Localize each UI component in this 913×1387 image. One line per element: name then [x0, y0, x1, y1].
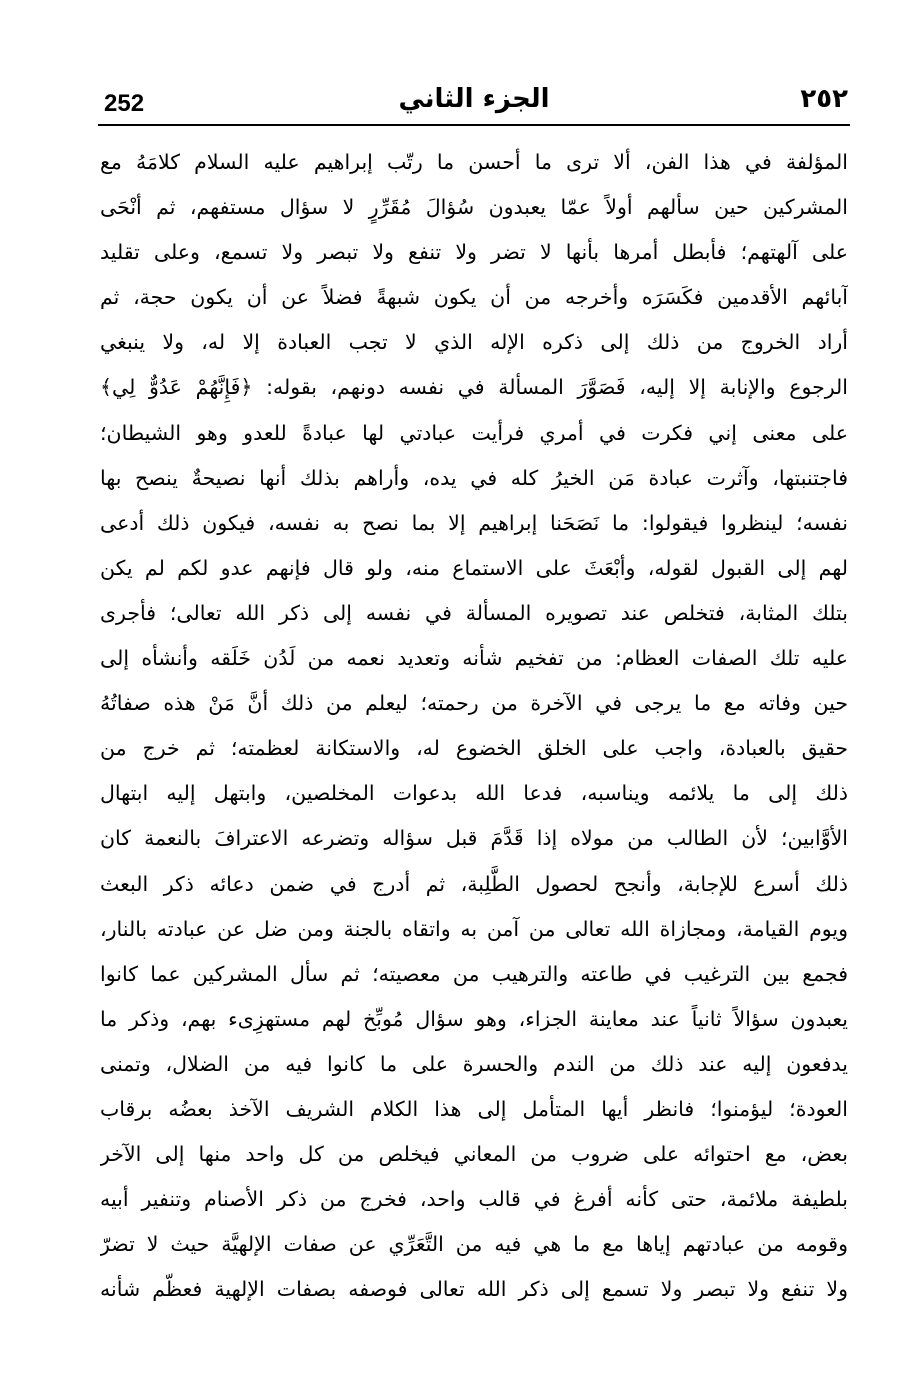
text-line: على معنى إني فكرت في أمري فرأيت عبادتي لها عبادةً للعدو وهو الشيطان؛: [100, 420, 848, 445]
text-line: نفسه؛ لينظروا فيقولوا: ما نَصَحَنا إبراهيم إلا بما نصح به نفسه، فيكون ذلك أدعى: [100, 510, 848, 535]
page-header: [96, 84, 852, 124]
page-number-arabic: ٢٥٢: [800, 84, 848, 114]
text-line: لهم إلى القبول لقوله، وأبْعَثَ على الاستماع منه، ولو قال فإنهم عدو لكم لم يكن: [100, 555, 848, 580]
text-line: بلطيفة ملائمة، حتى كأنه أفرغ في قالب واحد، فخرج من ذكر الأصنام وتنفير أبيه: [100, 1187, 848, 1212]
text-line: يعبدون سؤالاً ثانياً عند معاينة الجزاء، وهو سؤال مُوبِّخ لهم مستهزِىء بهم، وذكر ما: [100, 1006, 848, 1031]
text-line: العودة؛ ليؤمنوا؛ فانظر أيها المتأمل إلى هذا الكلام الشريف الآخذ بعضُه برقاب: [100, 1096, 848, 1121]
text-line: حقيق بالعبادة، واجب على الخلق الخضوع له، والاستكانة لعظمته؛ ثم خرج من: [100, 736, 848, 761]
body-text: [100, 140, 848, 1312]
text-line: المشركين حين سألهم أولاً عمّا يعبدون سُؤالَ مُقَرِّرٍ لا سؤال مستفهم، ثم أنْحَى: [100, 195, 848, 220]
text-line: فاجتنبتها، وآثرت عبادة مَن الخيرُ كله في يده، وأراهم بذلك أنها نصيحةٌ ينصح بها: [100, 465, 848, 490]
text-line: ذلك إلى ما يلائمه ويناسبه، فدعا الله بدعوات المخلصين، وابتهل إليه ابتهال: [100, 781, 848, 806]
running-title: الجزء الثاني: [398, 84, 550, 114]
text-line: بعض، مع احتوائه على ضروب من المعاني فيخلص من كل واحد منها إلى الآخر: [100, 1142, 848, 1167]
text-line: على آلهتهم؛ فأبطل أمرها بأنها لا تضر ولا تنفع ولا تبصر ولا تسمع، وعلى تقليد: [100, 240, 848, 265]
text-line: الأوَّابين؛ لأن الطالب من مولاه إذا قَدَّمَ قبل سؤاله وتضرعه الاعترافَ بالنعمة كان: [100, 826, 848, 851]
text-line: ويوم القيامة، ومجازاة الله تعالى من آمن به واتقاه بالجنة ومن ضل عن عبادته بالنار،: [100, 916, 848, 941]
page-number-latin: 252: [104, 90, 145, 117]
text-line: بتلك المثابة، فتخلص عند تصويره المسألة في نفسه إلى ذكر الله تعالى؛ فأجرى: [100, 600, 848, 625]
text-line: المؤلفة في هذا الفن، ألا ترى ما أحسن ما رتّب إبراهيم عليه السلام كلامَهُ مع: [100, 150, 848, 174]
text-line: يدفعون إليه عند ذلك من الندم والحسرة على ما كانوا فيه من الضلال، وتمنى: [100, 1051, 848, 1076]
text-line: وقومه من عبادتهم إياها مع ما هي فيه من التَّعَرِّي عن صفات الإلهيَّة حيث لا تضرّ: [100, 1232, 848, 1257]
text-line: ذلك أسرع للإجابة، وأنجح لحصول الطَّلِبة، ثم أدرج في ضمن دعائه ذكر البعث: [100, 871, 848, 896]
text-line: آبائهم الأقدمين فكَسَرَه وأخرجه من أن يكون شبهةً فضلاً عن أن يكون حجة، ثم: [100, 285, 848, 310]
text-line: حين وفاته مع ما يرجى في الآخرة من رحمته؛ ليعلم من ذلك أنَّ مَنْ هذه صفاتُهُ: [100, 691, 848, 716]
text-line: فجمع بين الترغيب في طاعته والترهيب من معصيته؛ ثم سأل المشركين عما كانوا: [100, 961, 848, 986]
text-line: ولا تنفع ولا تبصر ولا تسمع إلى ذكر الله تعالى فوصفه بصفات الإلهية فعظّم شأنه: [100, 1277, 848, 1302]
text-line: الرجوع والإنابة إلا إليه، فَصَوَّرَ المسألة في نفسه دونهم، بقوله: ﴿فَإِنَّهُمْ عَدُوٌّ لِي﴾: [100, 375, 848, 400]
header-rule: [98, 124, 850, 126]
text-line: أراد الخروج من ذلك إلى ذكره الإله الذي لا تجب العبادة إلا له، ولا ينبغي: [100, 330, 848, 355]
text-line: عليه تلك الصفات العظام: من تفخيم شأنه وتعديد نعمه من لَدُن خَلَقه وأنشأه إلى: [100, 646, 848, 671]
